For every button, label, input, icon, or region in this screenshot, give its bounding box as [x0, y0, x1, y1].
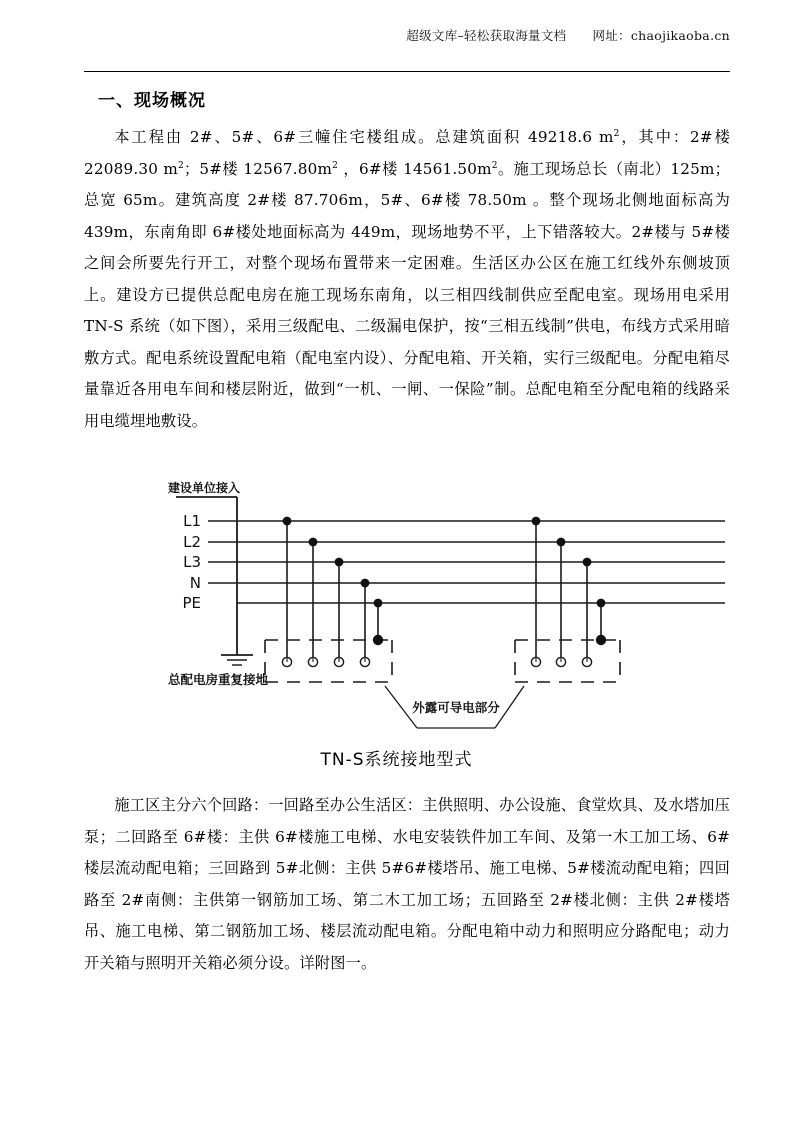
paragraph-circuits: 施工区主分六个回路：一回路至办公生活区：主供照明、办公设施、食堂炊具、及水塔加压泵；二回路至 6#楼：主供 6#楼施工电梯、水电安装铁件加工车间、及第一木工加工场、6#楼层流动配电箱；三回路到 5#北侧：主供 5#6#楼塔吊、施工电梯、5#楼流动配电箱；四回路至 2#南侧：主供第一钢筋加工场、第二木工加工场；五回路至 2#楼北侧：主供 2#楼塔吊、施工电梯、第二钢筋加工场、楼层流动配电箱。分配电箱中动力和照明应分路配电；动力开关箱与照明开关箱必须分设。详附图一。	[84, 796, 730, 972]
bus-label-n: N	[189, 574, 201, 592]
junction-dot	[309, 538, 318, 547]
junction-dot	[596, 635, 606, 645]
bus-label-l3: L3	[183, 553, 201, 571]
header-brand: 超级文库–轻松获取海量文档	[406, 28, 567, 43]
page-header	[84, 26, 730, 72]
header-divider	[84, 71, 730, 72]
junction-dot	[532, 517, 541, 526]
par1-seg3: ；5#楼 12567.80m	[183, 159, 333, 178]
junction-dot	[597, 599, 606, 608]
document-body-top	[84, 86, 730, 437]
junction-dot	[373, 635, 383, 645]
diagram-source-label: 建设单位接入	[168, 481, 241, 495]
junction-dot	[557, 538, 566, 547]
junction-dot	[583, 558, 592, 567]
par1-sup2: 2	[178, 160, 184, 171]
diagram-earth-label: 总配电房重复接地	[168, 672, 269, 687]
bus-label-l1: L1	[183, 512, 201, 530]
junction-dot	[335, 558, 344, 567]
tns-earthing-diagram	[0, 462, 793, 782]
page-title: 一、现场概况	[98, 91, 206, 111]
par1-seg5: 。施工现场总长（南北）125m；总宽 65m。建筑高度 2#楼 87.706m，5#、6#楼 78.50m 。整个现场北侧地面标高为 439m，东南角即 6#楼处地面标高为 449m，现场地势不平，上下错落较大。2#楼与 5#楼之间会所要先行开工，对整个现场布置带来一定困难。生活区办公区在施工红线外东侧坡顶上。建设方已提供总配电房在施工现场东南角，以三相四线制供应至配电室。现场用电采用 TN-S 系统（如下图），采用三级配电、二级漏电保护，按“三相五线制”供电，布线方式采用暗敷方式。配电系统设置配电箱（配电室内设）、分配电箱、开关箱，实行三级配电。分配电箱尽量靠近各用电车间和楼层附近，做到“一机、一闸、一保险”制。总配电箱至分配电箱的线路采用电缆埋地敷设。	[84, 159, 731, 430]
bus-label-pe: PE	[182, 594, 201, 612]
par1-sup4: 2	[491, 160, 498, 171]
figure-caption: TN-S系统接地型式	[320, 750, 473, 770]
junction-dot	[283, 517, 292, 526]
par1-sup1: 2	[613, 128, 620, 139]
par1-sup3: 2	[332, 160, 339, 171]
junction-dot	[374, 599, 383, 608]
par1-seg1: 本工程由 2#、5#、6#三幢住宅楼组成。总建筑面积 49218.6 m	[114, 128, 614, 146]
header-brand-line	[406, 26, 730, 44]
document-body-bottom	[84, 790, 730, 979]
junction-dot	[361, 579, 370, 588]
diagram-exposed-label: 外露可导电部分	[412, 700, 500, 715]
par1-seg2: ，其中：2#楼 22089.30 m	[84, 128, 730, 178]
par1-seg4: ，6#楼 14561.50m	[338, 159, 492, 178]
bus-label-l2: L2	[183, 533, 201, 551]
header-site: 网址：chaojikaoba.cn	[592, 28, 730, 43]
paragraph-overview	[84, 122, 730, 437]
